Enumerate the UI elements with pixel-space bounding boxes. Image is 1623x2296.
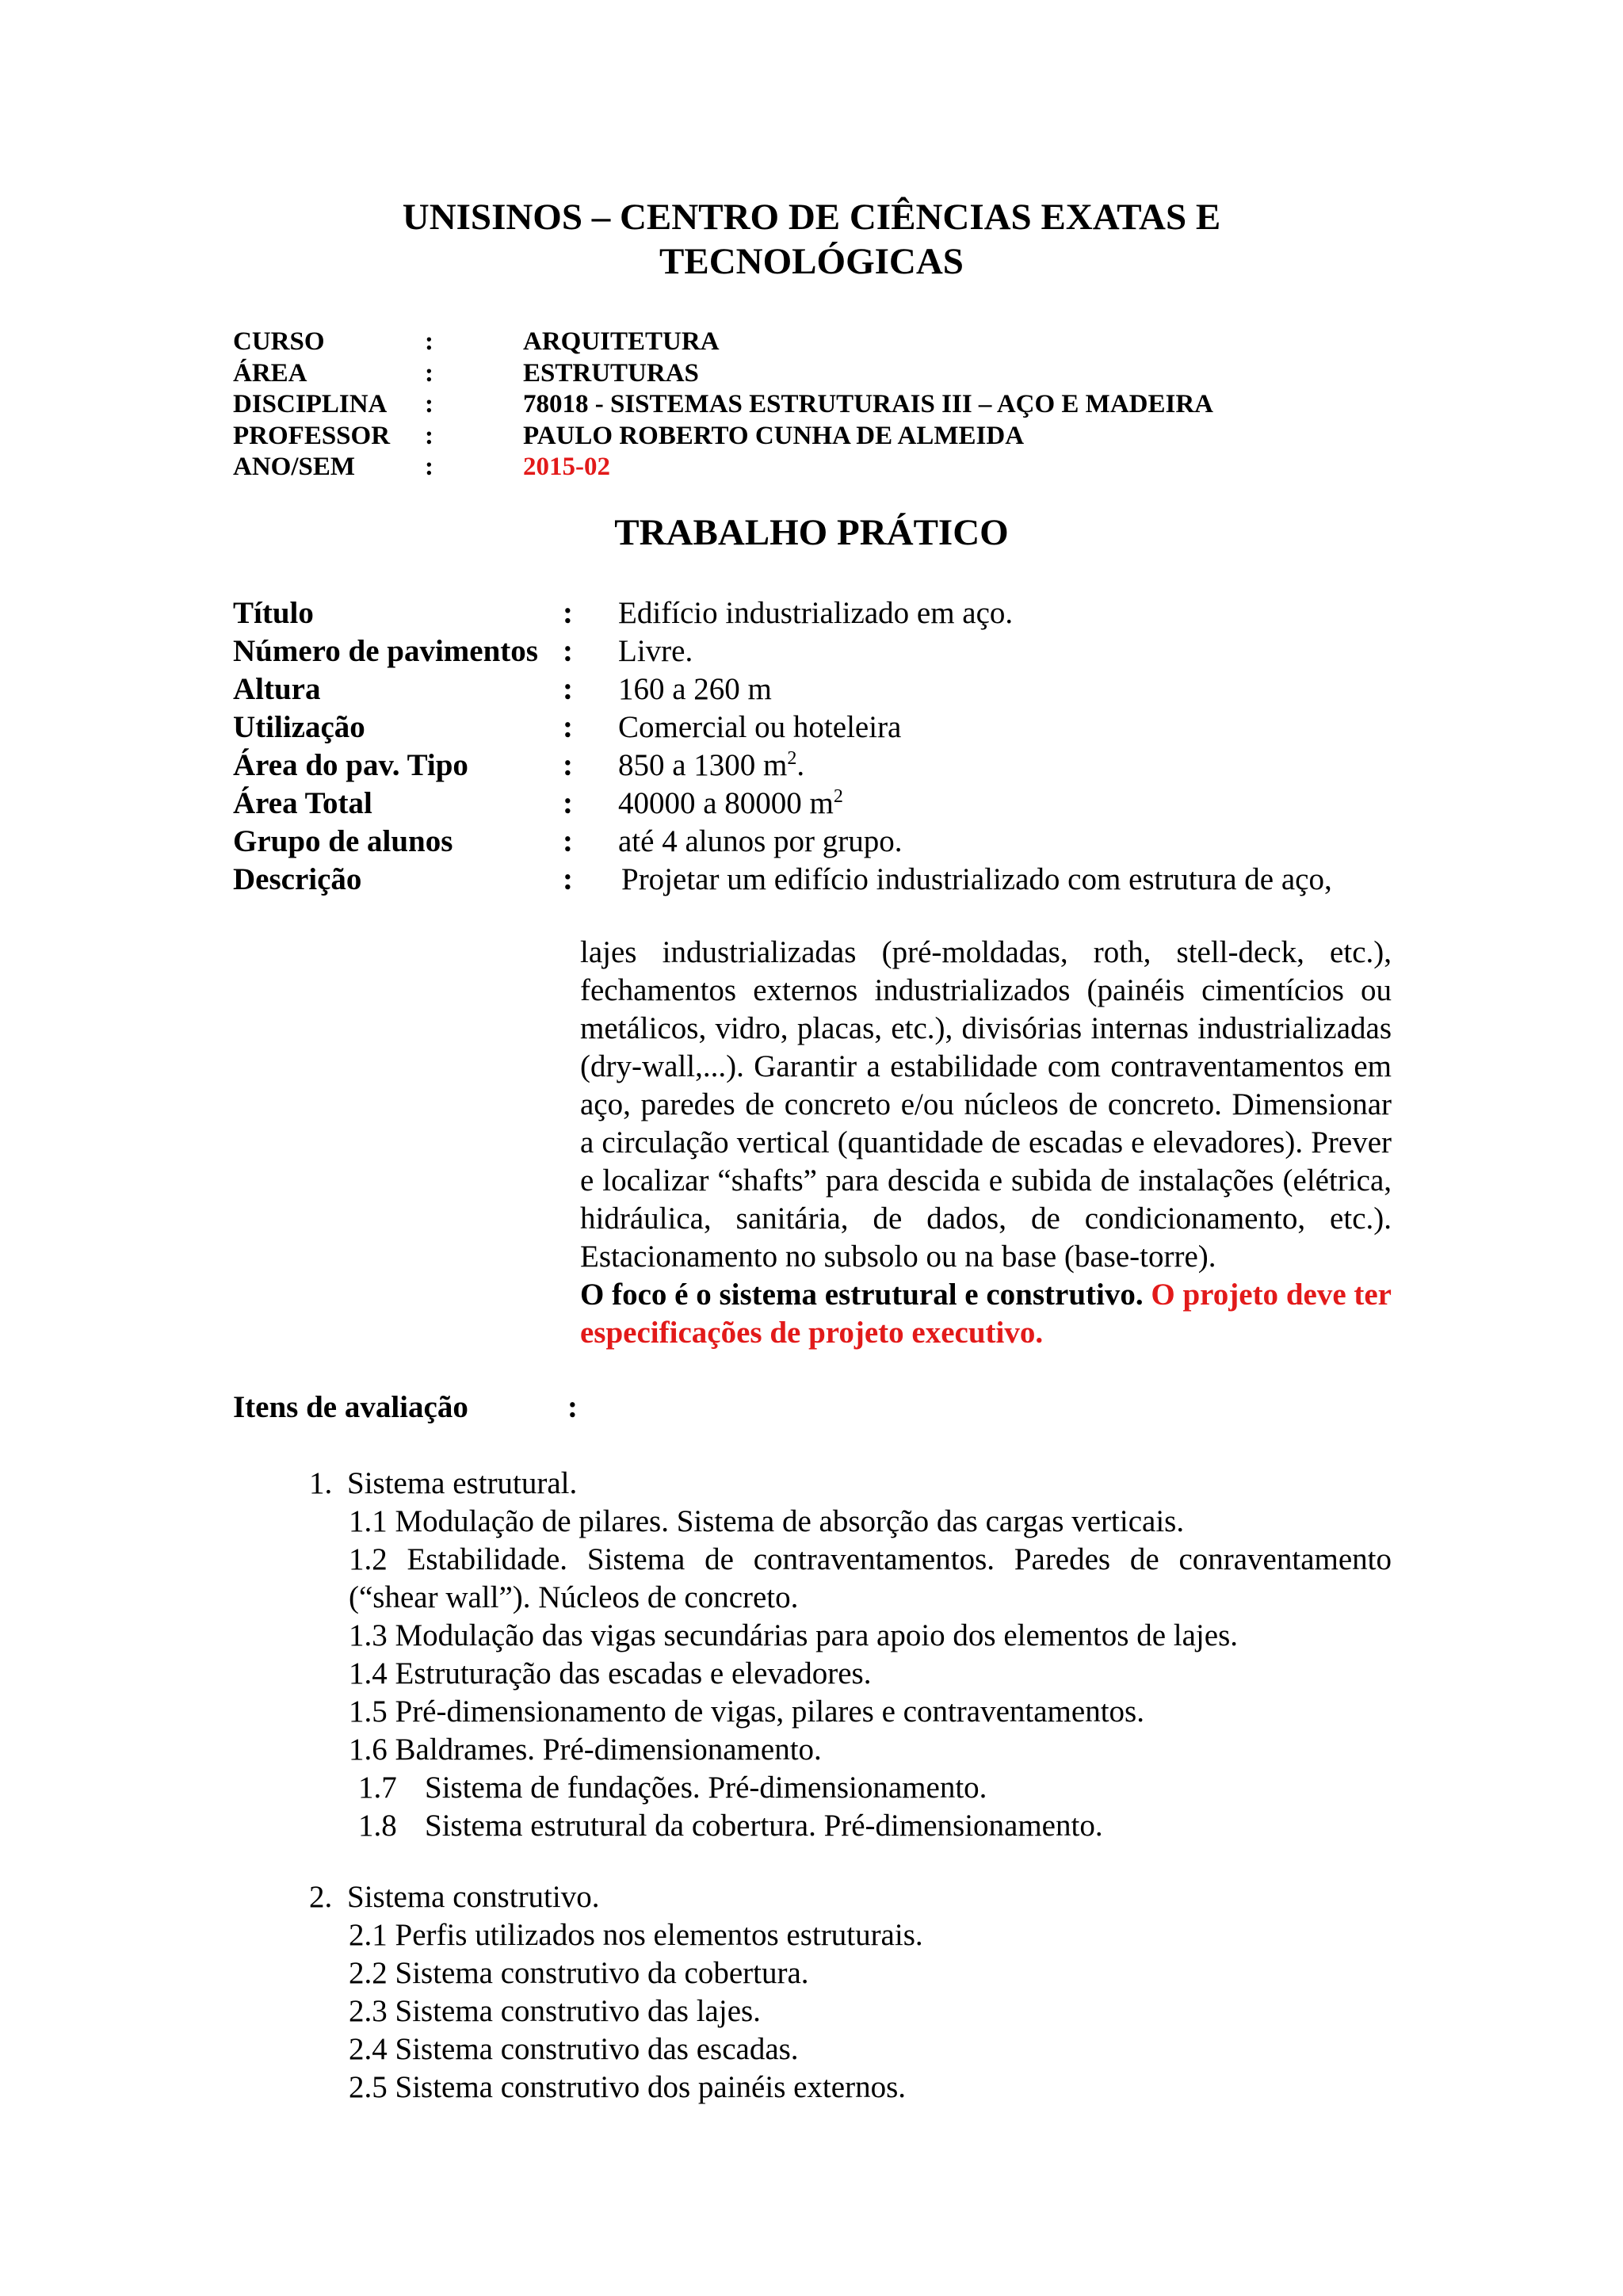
list-item-text: 1.6 Baldrames. Pré-dimensionamento. <box>349 1733 822 1767</box>
list-item-text: 2.4 Sistema construtivo das escadas. <box>349 2032 799 2066</box>
info-value: até 4 alunos por grupo. <box>618 824 903 858</box>
description-first-line: Projetar um edifício industrializado com estrutura de aço, <box>621 862 1332 896</box>
separator: : <box>425 453 433 481</box>
separator: : <box>563 748 573 782</box>
separator: : <box>425 390 433 418</box>
section-number: 1. <box>309 1466 333 1500</box>
info-label: Número de pavimentos <box>233 634 538 668</box>
list-item-text: Sistema de fundações. Pré-dimensionamento. <box>425 1771 987 1805</box>
list-item <box>349 1617 1238 1655</box>
separator: : <box>425 358 433 388</box>
separator: : <box>563 672 573 706</box>
description-text <box>580 934 1392 1352</box>
separator: : <box>563 824 573 858</box>
info-label: Grupo de alunos <box>233 824 453 858</box>
list-item <box>349 1503 1184 1541</box>
info-label: Utilização <box>233 710 365 744</box>
info-value: 160 a 260 m <box>618 672 772 706</box>
list-item-number: 1.7 <box>358 1771 397 1805</box>
info-value <box>618 785 843 823</box>
list-item <box>349 1541 1392 1617</box>
info-label: Altura <box>233 672 321 706</box>
list-item-text: 2.5 Sistema construtivo dos painéis externos. <box>349 2070 906 2104</box>
list-item-number: 1.8 <box>358 1809 397 1843</box>
list-item <box>349 1655 871 1693</box>
superscript: 2 <box>833 786 843 807</box>
info-label: Área Total <box>233 786 372 820</box>
separator: : <box>563 596 573 630</box>
info-value: Edifício industrializado em aço. <box>618 596 1014 630</box>
emphasis-red: O projeto deve ter especificações de projeto executivo. <box>580 1278 1392 1350</box>
info-value <box>618 747 804 785</box>
course-value: ARQUITETURA <box>523 327 720 356</box>
description-body: lajes industrializadas (pré-moldadas, roth, stell-deck, etc.), fechamentos externos industrializados (painéis cimentícios ou metálicos, vidro, placas, etc.), divisórias internas industrializadas (dry-wall,...). Garantir a estabilidade com contraventamentos em aço, paredes de concreto e/ou núcleos de concreto. Dimensionar a circulação vertical (quantidade de escadas e elevadores). Prever e localizar “shafts” para descida e subida de instalações (elétrica, hidráulica, sanitária, de dados, de condicionamento, etc.). Estacionamento no subsolo ou na base (base-torre). <box>580 935 1392 1274</box>
separator: : <box>563 862 573 896</box>
list-item-text: 1.1 Modulação de pilares. Sistema de absorção das cargas verticais. <box>349 1504 1185 1538</box>
list-item <box>349 1916 923 1954</box>
emphasis-black: O foco é o sistema estrutural e construtivo. <box>580 1278 1144 1312</box>
year-semester-label: ANO/SEM <box>233 453 356 481</box>
area-label: ÁREA <box>233 358 307 388</box>
list-item <box>349 1954 809 1992</box>
year-semester-value: 2015-02 <box>523 453 610 481</box>
section-title: Sistema construtivo. <box>347 1880 600 1914</box>
separator: : <box>563 634 573 668</box>
list-item <box>349 1693 1144 1731</box>
professor-label: PROFESSOR <box>233 421 391 450</box>
info-label: Título <box>233 596 314 630</box>
list-item-text: 2.1 Perfis utilizados nos elementos estruturais. <box>349 1918 923 1952</box>
institution-title-line1: UNISINOS – CENTRO DE CIÊNCIAS EXATAS E <box>402 197 1221 238</box>
document-title: TRABALHO PRÁTICO <box>614 512 1009 553</box>
list-item-text: 1.5 Pré-dimensionamento de vigas, pilares e contraventamentos. <box>349 1694 1144 1729</box>
evaluation-heading-label: Itens de avaliação <box>233 1390 468 1424</box>
section-title: Sistema estrutural. <box>347 1466 578 1500</box>
list-item-text: 1.3 Modulação das vigas secundárias para apoio dos elementos de lajes. <box>349 1618 1238 1652</box>
area-value: ESTRUTURAS <box>523 358 699 388</box>
separator: : <box>425 421 433 450</box>
info-label: Área do pav. Tipo <box>233 748 468 782</box>
separator: : <box>567 1390 578 1424</box>
list-item-text: Sistema estrutural da cobertura. Pré-dimensionamento. <box>425 1809 1103 1843</box>
list-item <box>349 1992 761 2030</box>
institution-title-line2: TECNOLÓGICAS <box>659 241 964 282</box>
list-item-text: 2.2 Sistema construtivo da cobertura. <box>349 1956 809 1990</box>
list-item-text: 1.4 Estruturação das escadas e elevadores. <box>349 1656 872 1690</box>
separator: : <box>563 710 573 744</box>
separator: : <box>425 327 433 356</box>
discipline-label: DISCIPLINA <box>233 390 388 418</box>
info-value: Comercial ou hoteleira <box>618 710 902 744</box>
evaluation-heading <box>233 1389 578 1427</box>
list-item-text: 1.2 Estabilidade. Sistema de contraventamentos. Paredes de conraventamento (“shear wall”). Núcleos de concreto. <box>349 1542 1392 1614</box>
description-emphasis <box>580 1276 1392 1352</box>
list-item <box>349 2069 906 2107</box>
course-label: CURSO <box>233 327 325 356</box>
area-total-text: 40000 a 80000 m <box>618 786 834 820</box>
area-value-text: 850 a 1300 m <box>618 748 788 782</box>
discipline-value: 78018 - SISTEMAS ESTRUTURAIS III – AÇO E MADEIRA <box>523 390 1214 418</box>
list-item-text: 2.3 Sistema construtivo das lajes. <box>349 1994 761 2028</box>
list-item <box>349 1731 822 1769</box>
separator: : <box>563 786 573 820</box>
superscript: 2 <box>787 748 797 769</box>
professor-value: PAULO ROBERTO CUNHA DE ALMEIDA <box>523 421 1025 450</box>
list-item <box>349 2030 799 2069</box>
suffix: . <box>796 748 805 782</box>
info-label: Descrição <box>233 862 362 896</box>
info-value: Livre. <box>618 634 693 668</box>
section-number: 2. <box>309 1880 333 1914</box>
